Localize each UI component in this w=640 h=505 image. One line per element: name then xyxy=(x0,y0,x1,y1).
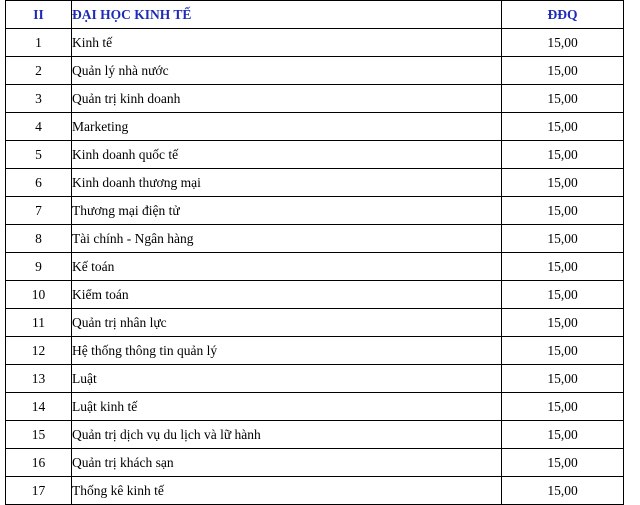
row-score: 15,00 xyxy=(502,477,624,505)
row-index: 10 xyxy=(6,281,72,309)
row-index: 13 xyxy=(6,365,72,393)
row-index: 9 xyxy=(6,253,72,281)
row-score: 15,00 xyxy=(502,197,624,225)
row-index: 7 xyxy=(6,197,72,225)
row-score: 15,00 xyxy=(502,309,624,337)
row-index: 1 xyxy=(6,29,72,57)
row-major-name: Quản lý nhà nước xyxy=(72,57,502,85)
row-score: 15,00 xyxy=(502,57,624,85)
admission-score-table xyxy=(5,0,624,505)
row-score: 15,00 xyxy=(502,365,624,393)
row-score: 15,00 xyxy=(502,449,624,477)
row-index: 16 xyxy=(6,449,72,477)
table-row xyxy=(6,337,624,365)
row-score: 15,00 xyxy=(502,29,624,57)
row-index: 15 xyxy=(6,421,72,449)
row-index: 14 xyxy=(6,393,72,421)
table-row xyxy=(6,169,624,197)
row-major-name: Quản trị dịch vụ du lịch và lữ hành xyxy=(72,421,502,449)
table-row xyxy=(6,365,624,393)
table-row xyxy=(6,85,624,113)
row-score: 15,00 xyxy=(502,113,624,141)
row-major-name: Kiểm toán xyxy=(72,281,502,309)
row-score: 15,00 xyxy=(502,337,624,365)
row-major-name: Tài chính - Ngân hàng xyxy=(72,225,502,253)
row-major-name: Hệ thống thông tin quản lý xyxy=(72,337,502,365)
row-index: 4 xyxy=(6,113,72,141)
table-header-row xyxy=(6,1,624,29)
row-score: 15,00 xyxy=(502,253,624,281)
section-index: II xyxy=(6,1,72,29)
table-body xyxy=(6,1,624,505)
table-row xyxy=(6,421,624,449)
row-score: 15,00 xyxy=(502,281,624,309)
table-row xyxy=(6,57,624,85)
row-index: 8 xyxy=(6,225,72,253)
table-row xyxy=(6,449,624,477)
row-index: 5 xyxy=(6,141,72,169)
row-major-name: Quản trị kinh doanh xyxy=(72,85,502,113)
table-row xyxy=(6,309,624,337)
row-score: 15,00 xyxy=(502,85,624,113)
row-major-name: Luật xyxy=(72,365,502,393)
row-major-name: Thống kê kinh tế xyxy=(72,477,502,505)
section-title: ĐẠI HỌC KINH TẾ xyxy=(72,1,502,29)
row-index: 3 xyxy=(6,85,72,113)
table-row xyxy=(6,113,624,141)
table-row xyxy=(6,29,624,57)
table-row xyxy=(6,197,624,225)
row-score: 15,00 xyxy=(502,141,624,169)
table-row xyxy=(6,141,624,169)
row-score: 15,00 xyxy=(502,169,624,197)
table-row xyxy=(6,281,624,309)
row-index: 17 xyxy=(6,477,72,505)
row-major-name: Luật kinh tế xyxy=(72,393,502,421)
row-score: 15,00 xyxy=(502,393,624,421)
row-major-name: Thương mại điện tử xyxy=(72,197,502,225)
row-major-name: Kinh doanh quốc tế xyxy=(72,141,502,169)
row-major-name: Kế toán xyxy=(72,253,502,281)
row-index: 6 xyxy=(6,169,72,197)
table-row xyxy=(6,477,624,505)
row-major-name: Marketing xyxy=(72,113,502,141)
row-index: 2 xyxy=(6,57,72,85)
score-column-header: ĐĐQ xyxy=(502,1,624,29)
row-score: 15,00 xyxy=(502,421,624,449)
row-major-name: Quản trị nhân lực xyxy=(72,309,502,337)
row-index: 12 xyxy=(6,337,72,365)
table-row xyxy=(6,253,624,281)
row-major-name: Quản trị khách sạn xyxy=(72,449,502,477)
row-index: 11 xyxy=(6,309,72,337)
row-score: 15,00 xyxy=(502,225,624,253)
row-major-name: Kinh doanh thương mại xyxy=(72,169,502,197)
table-row xyxy=(6,393,624,421)
table-row xyxy=(6,225,624,253)
row-major-name: Kinh tế xyxy=(72,29,502,57)
